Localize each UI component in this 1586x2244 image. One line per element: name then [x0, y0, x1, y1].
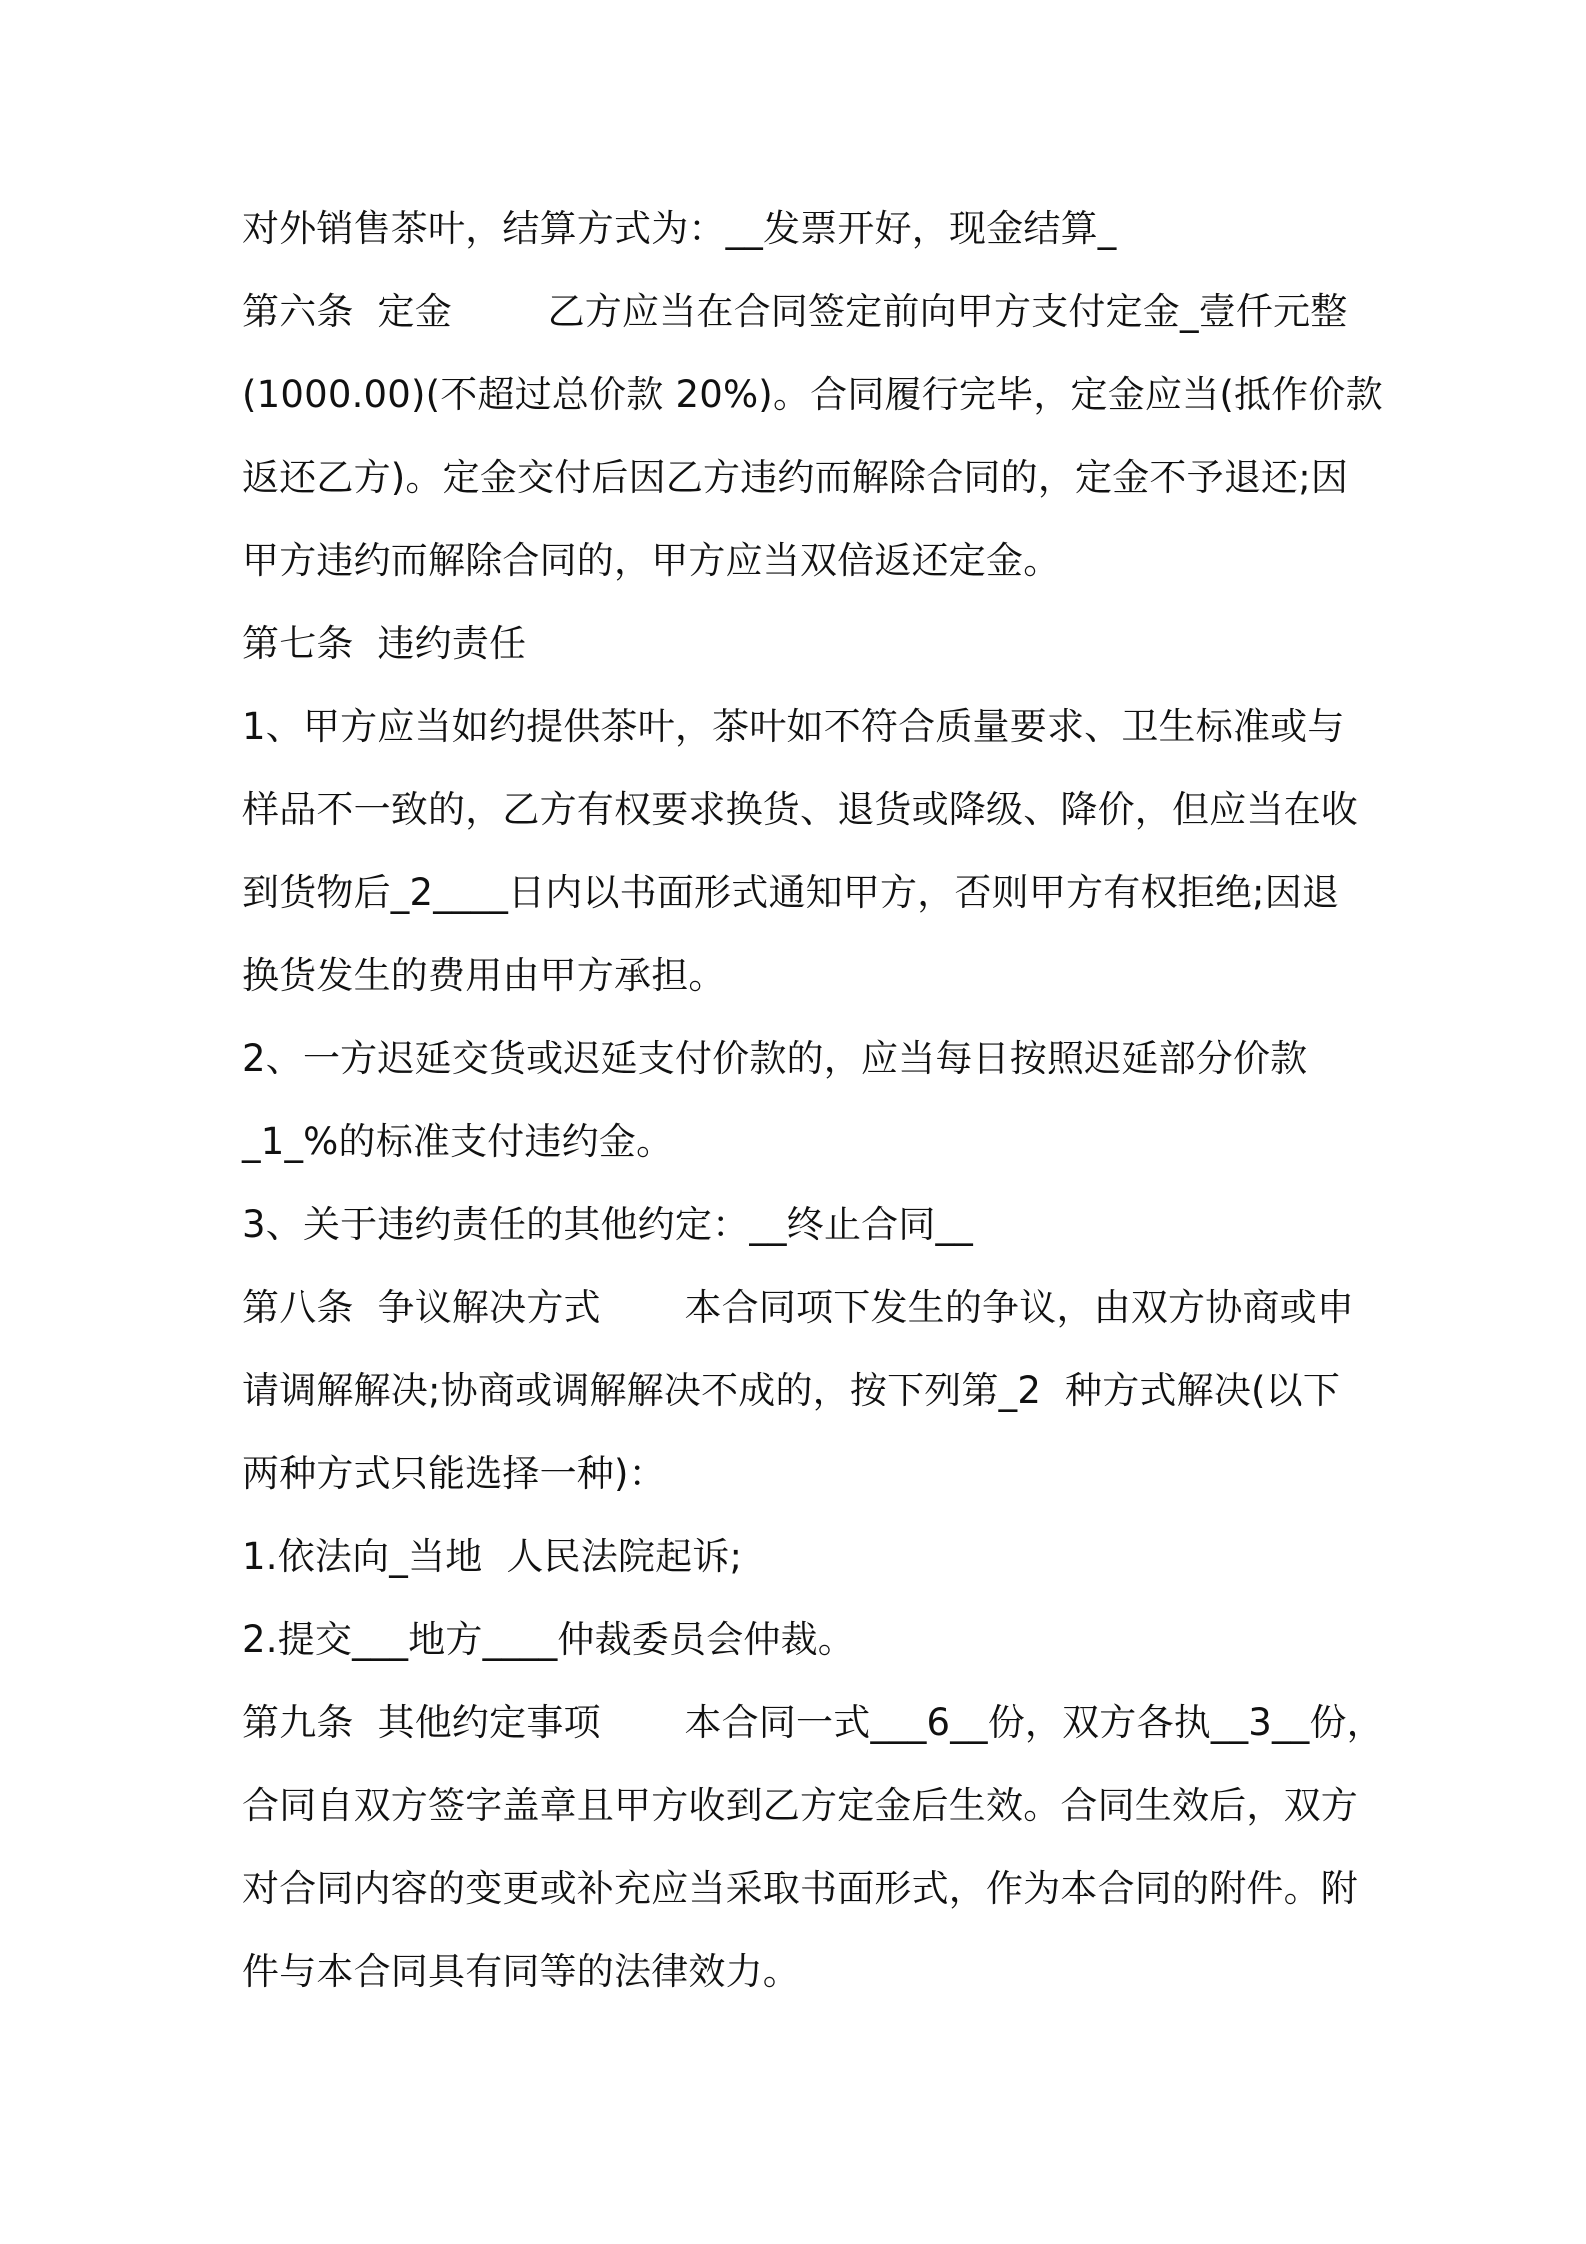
contract-line-21-text: 对合同内容的变更或补充应当采取书面形式，作为本合同的附件。附	[242, 1867, 1358, 1910]
contract-line-22-text: 件与本合同具有同等的法律效力。	[242, 1950, 800, 1993]
contract-line-7-text: 1、甲方应当如约提供茶叶，茶叶如不符合质量要求、卫生标准或与	[242, 705, 1345, 748]
contract-line-15-text: 请调解解决;协商或调解解决不成的，按下列第_2 种方式解决(以下	[242, 1369, 1341, 1412]
contract-line-14-text: 第八条 争议解决方式 本合同项下发生的争议，由双方协商或申	[242, 1286, 1355, 1329]
contract-line-16	[242, 1443, 1362, 1526]
contract-line-13	[242, 1194, 1362, 1277]
contract-line-19	[242, 1692, 1384, 1775]
contract-line-5	[242, 530, 1362, 613]
contract-line-17	[242, 1526, 1362, 1609]
contract-line-10-text: 换货发生的费用由甲方承担。	[242, 954, 726, 997]
contract-line-8-text: 样品不一致的，乙方有权要求换货、退货或降级、降价，但应当在收	[242, 788, 1358, 831]
contract-line-16-text: 两种方式只能选择一种)：	[242, 1452, 666, 1495]
contract-line-9	[242, 862, 1362, 945]
contract-line-11	[242, 1028, 1362, 1111]
contract-line-3-text: (1000.00)(不超过总价款 20%)。合同履行完毕，定金应当(抵作价款	[242, 373, 1383, 416]
contract-line-18	[242, 1609, 1362, 1692]
contract-line-11-text: 2、一方迟延交货或迟延支付价款的，应当每日按照迟延部分价款	[242, 1037, 1308, 1080]
contract-line-2	[242, 281, 1362, 364]
contract-line-5-text: 甲方违约而解除合同的，甲方应当双倍返还定金。	[242, 539, 1061, 582]
contract-line-6	[242, 613, 1362, 696]
contract-line-20	[242, 1775, 1362, 1858]
contract-line-22	[242, 1941, 1362, 2024]
contract-line-20-text: 合同自双方签字盖章且甲方收到乙方定金后生效。合同生效后，双方	[242, 1784, 1358, 1827]
contract-line-9-text: 到货物后_2____日内以书面形式通知甲方，否则甲方有权拒绝;因退	[242, 871, 1340, 914]
contract-text-body	[242, 198, 1384, 2024]
contract-line-12-text: _1_%的标准支付违约金。	[242, 1120, 674, 1163]
contract-line-6-text: 第七条 违约责任	[242, 622, 527, 665]
contract-line-8	[242, 779, 1362, 862]
contract-line-7	[242, 696, 1362, 779]
contract-line-2-text: 第六条 定金 乙方应当在合同签定前向甲方支付定金_壹仟元整	[242, 290, 1348, 333]
contract-line-18-text: 2.提交___地方____仲裁委员会仲裁。	[242, 1618, 856, 1661]
contract-line-3	[242, 364, 1383, 447]
contract-line-4	[242, 447, 1362, 530]
contract-line-15	[242, 1360, 1362, 1443]
contract-line-19-text: 第九条 其他约定事项 本合同一式___6__份，双方各执__3__份，	[242, 1701, 1384, 1744]
contract-line-4-text: 返还乙方)。定金交付后因乙方违约而解除合同的，定金不予退还;因	[242, 456, 1349, 499]
contract-line-13-text: 3、关于违约责任的其他约定：__终止合同__	[242, 1203, 973, 1246]
contract-line-1	[242, 198, 1362, 281]
contract-line-21	[242, 1858, 1362, 1941]
contract-line-1-text: 对外销售茶叶，结算方式为：__发票开好，现金结算_	[242, 207, 1117, 250]
contract-line-10	[242, 945, 1362, 1028]
contract-line-12	[242, 1111, 1362, 1194]
contract-line-17-text: 1.依法向_当地 人民法院起诉;	[242, 1535, 743, 1578]
contract-line-14	[242, 1277, 1362, 1360]
